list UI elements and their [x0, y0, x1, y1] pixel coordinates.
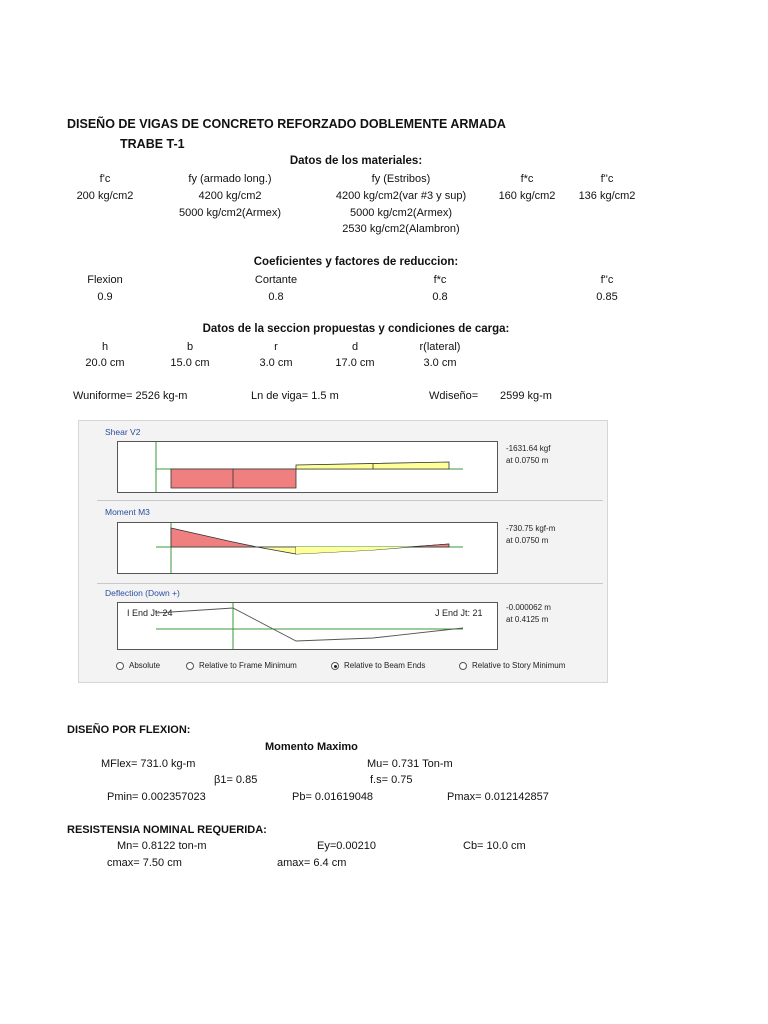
max-moment-heading: Momento Maximo [265, 741, 358, 753]
option-relative-story-minimum[interactable] [459, 661, 565, 670]
divider [97, 500, 603, 501]
flexion-heading: DISEÑO POR FLEXION: [67, 724, 191, 736]
option-label: Relative to Frame Minimum [199, 661, 297, 670]
radio-button-icon [116, 662, 124, 670]
r-label: r [274, 341, 278, 353]
shear-max-value: -1631.64 kgf [506, 444, 551, 453]
option-absolute[interactable] [116, 661, 160, 670]
wdiseno-label: Wdiseño= [429, 390, 479, 402]
factor-fpp-value: 0.85 [596, 291, 618, 303]
j-end-joint: J End Jt: 21 [435, 608, 483, 618]
fc-value: 200 kg/cm2 [76, 190, 134, 202]
r-lateral-label: r(lateral) [419, 341, 461, 353]
section-heading: Datos de la seccion propuestas y condiciones de carga: [202, 323, 510, 335]
h-value: 20.0 cm [85, 357, 125, 369]
divider [97, 583, 603, 584]
pmax: Pmax= 0.012142857 [447, 791, 549, 803]
moment-diagram-svg [118, 523, 497, 573]
mflex: MFlex= 731.0 kg-m [101, 758, 196, 770]
fy-est-value-1: 4200 kg/cm2(var #3 y sup) [335, 190, 467, 202]
document-title: DISEÑO DE VIGAS DE CONCRETO REFORZADO DOBLEMENTE ARMADA [67, 117, 506, 131]
mu: Mu= 0.731 Ton-m [367, 758, 453, 770]
moment-title: Moment M3 [105, 507, 150, 517]
pmin: Pmin= 0.002357023 [107, 791, 206, 803]
factor-fstar-value: 0.8 [432, 291, 448, 303]
cortante-value: 0.8 [268, 291, 284, 303]
radio-button-selected-icon [331, 662, 339, 670]
materials-heading: Datos de los materiales: [289, 155, 423, 167]
wuniforme: Wuniforme= 2526 kg-m [73, 390, 188, 402]
fy-long-value-1: 4200 kg/cm2 [198, 190, 262, 202]
moment-plot [117, 522, 498, 574]
beam-diagram-panel [78, 420, 608, 683]
d-label: d [351, 341, 359, 353]
i-end-joint: I End Jt: 24 [127, 608, 173, 618]
beam-length: Ln de viga= 1.5 m [251, 390, 339, 402]
shear-title: Shear V2 [105, 427, 141, 437]
fy-est-value-2: 5000 kg/cm2(Armex) [349, 207, 453, 219]
ey: Ey=0.00210 [317, 840, 377, 852]
resistance-heading: RESISTENSIA NOMINAL REQUERIDA: [67, 824, 267, 836]
shear-plot [117, 441, 498, 493]
mn: Mn= 0.8122 ton-m [117, 840, 207, 852]
b-label: b [186, 341, 194, 353]
fpp-label: f''c [600, 173, 614, 185]
b-value: 15.0 cm [170, 357, 210, 369]
fstar-label: f*c [520, 173, 534, 185]
fy-est-value-3: 2530 kg/cm2(Alambron) [342, 223, 460, 235]
pb: Pb= 0.01619048 [292, 791, 374, 803]
factor-fpp-label: f''c [600, 274, 614, 286]
deflection-max-location: at 0.4125 m [506, 615, 549, 624]
flexion-value: 0.9 [97, 291, 113, 303]
fy-est-label: fy (Estribos) [371, 173, 431, 185]
moment-max-location: at 0.0750 m [506, 536, 549, 545]
radio-button-icon [186, 662, 194, 670]
h-label: h [101, 341, 109, 353]
beam-id: TRABE T-1 [120, 137, 185, 151]
deflection-max-value: -0.000062 m [506, 603, 551, 612]
deflection-plot [117, 602, 498, 650]
fy-long-label: fy (armado long.) [188, 173, 272, 185]
shear-max-location: at 0.0750 m [506, 456, 549, 465]
option-label: Absolute [129, 661, 161, 670]
cmax: cmax= 7.50 cm [107, 857, 182, 869]
cb: Cb= 10.0 cm [463, 840, 526, 852]
amax: amax= 6.4 cm [277, 857, 347, 869]
option-label: Relative to Beam Ends [344, 661, 426, 670]
wdiseno-value: 2599 kg-m [500, 390, 552, 402]
cortante-label: Cortante [254, 274, 298, 286]
factor-fstar-label: f*c [433, 274, 447, 286]
fc-label: f'c [99, 173, 111, 185]
moment-max-value: -730.75 kgf-m [506, 524, 556, 533]
r-value: 3.0 cm [259, 357, 293, 369]
beta1: β1= 0.85 [214, 774, 258, 786]
option-relative-frame-minimum[interactable] [186, 661, 297, 670]
fs: f.s= 0.75 [370, 774, 413, 786]
fy-long-value-2: 5000 kg/cm2(Armex) [178, 207, 282, 219]
factors-heading: Coeficientes y factores de reduccion: [253, 256, 459, 268]
d-value: 17.0 cm [335, 357, 375, 369]
shear-diagram-svg [118, 442, 497, 492]
flexion-label: Flexion [87, 274, 123, 286]
fstar-value: 160 kg/cm2 [498, 190, 556, 202]
r-lateral-value: 3.0 cm [423, 357, 457, 369]
option-label: Relative to Story Minimum [472, 661, 566, 670]
radio-button-icon [459, 662, 467, 670]
deflection-title: Deflection (Down +) [105, 588, 180, 598]
option-relative-beam-ends[interactable] [331, 661, 425, 670]
fpp-value: 136 kg/cm2 [578, 190, 636, 202]
